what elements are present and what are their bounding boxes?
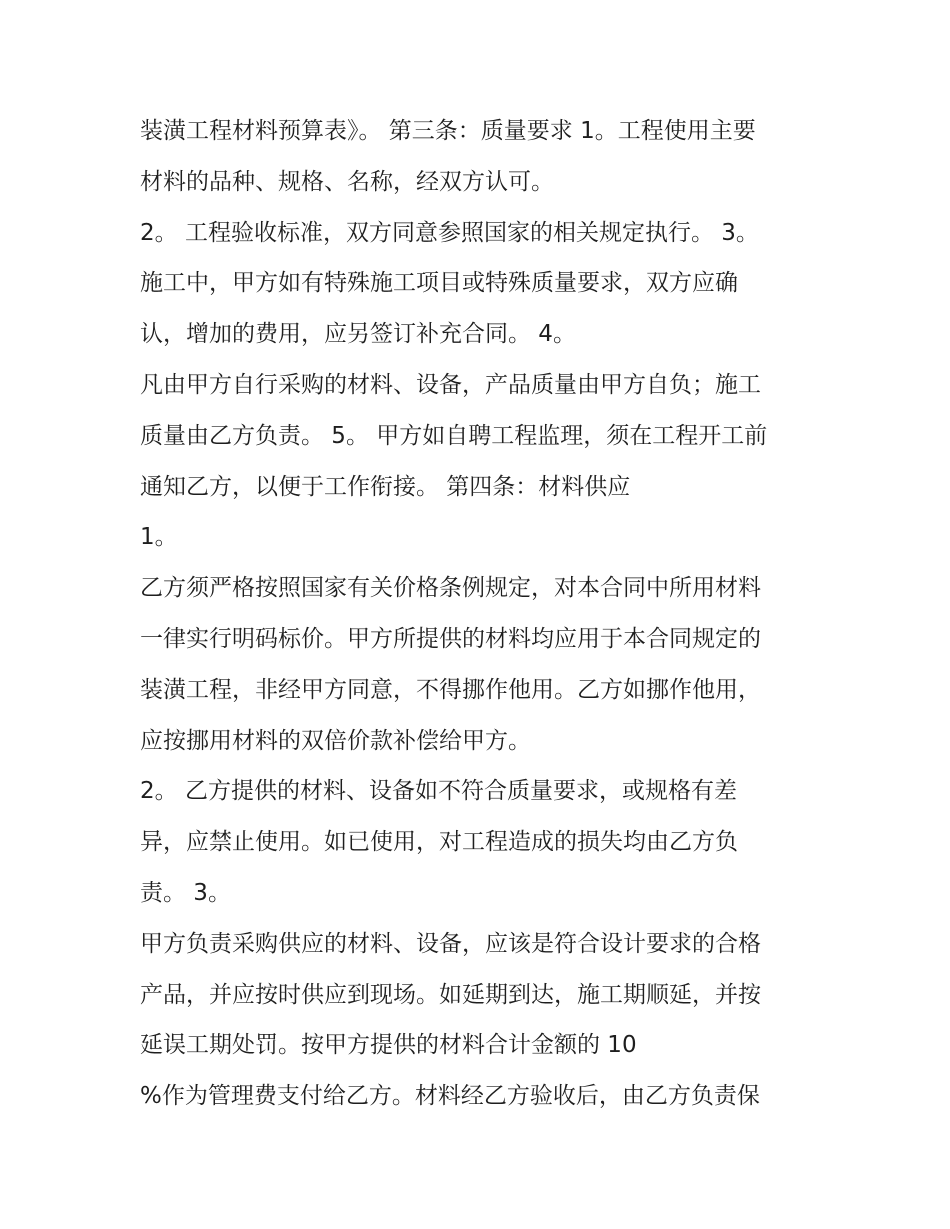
text-line: %作为管理费支付给乙方。材料经乙方验收后，由乙方负责保 <box>140 1083 760 1110</box>
text-line: 2。 乙方提供的材料、设备如不符合质量要求，或规格有差 <box>140 778 737 805</box>
text-line: 质量由乙方负责。 5。 甲方如自聘工程监理，须在工程开工前 <box>140 422 768 449</box>
text-line: 施工中，甲方如有特殊施工项目或特殊质量要求，双方应确 <box>140 270 738 297</box>
text-line: 材料的品种、规格、名称，经双方认可。 <box>140 168 554 195</box>
text-line: 通知乙方，以便于工作衔接。 第四条：材料供应 <box>140 473 631 500</box>
document-body <box>140 106 820 1122</box>
text-line: 延误工期处罚。按甲方提供的材料合计金额的 10 <box>140 1032 637 1059</box>
text-line: 异，应禁止使用。如已使用，对工程造成的损失均由乙方负 <box>140 829 738 856</box>
text-line: 装潢工程材料预算表》。 第三条：质量要求 1。工程使用主要 <box>140 118 756 144</box>
text-line: 甲方负责采购供应的材料、设备，应该是符合设计要求的合格 <box>140 930 761 957</box>
text-line: 凡由甲方自行采购的材料、设备，产品质量由甲方自负；施工 <box>140 371 761 398</box>
text-line: 一律实行明码标价。甲方所提供的材料均应用于本合同规定的 <box>140 625 761 652</box>
text-line: 认，增加的费用，应另签订补充合同。 4。 <box>140 321 576 348</box>
text-line: 产品，并应按时供应到现场。如延期到达，施工期顺延，并按 <box>140 981 761 1008</box>
text-line: 1。 <box>140 524 178 551</box>
text-line: 乙方须严格按照国家有关价格条例规定，对本合同中所用材料 <box>140 575 761 602</box>
text-line: 责。 3。 <box>140 879 231 906</box>
text-line: 装潢工程，非经甲方同意，不得挪作他用。乙方如挪作他用， <box>140 676 761 703</box>
text-line: 应按挪用材料的双倍价款补偿给甲方。 <box>140 727 531 754</box>
text-line: 2。 工程验收标准，双方同意参照国家的相关规定执行。 3。 <box>140 219 759 246</box>
